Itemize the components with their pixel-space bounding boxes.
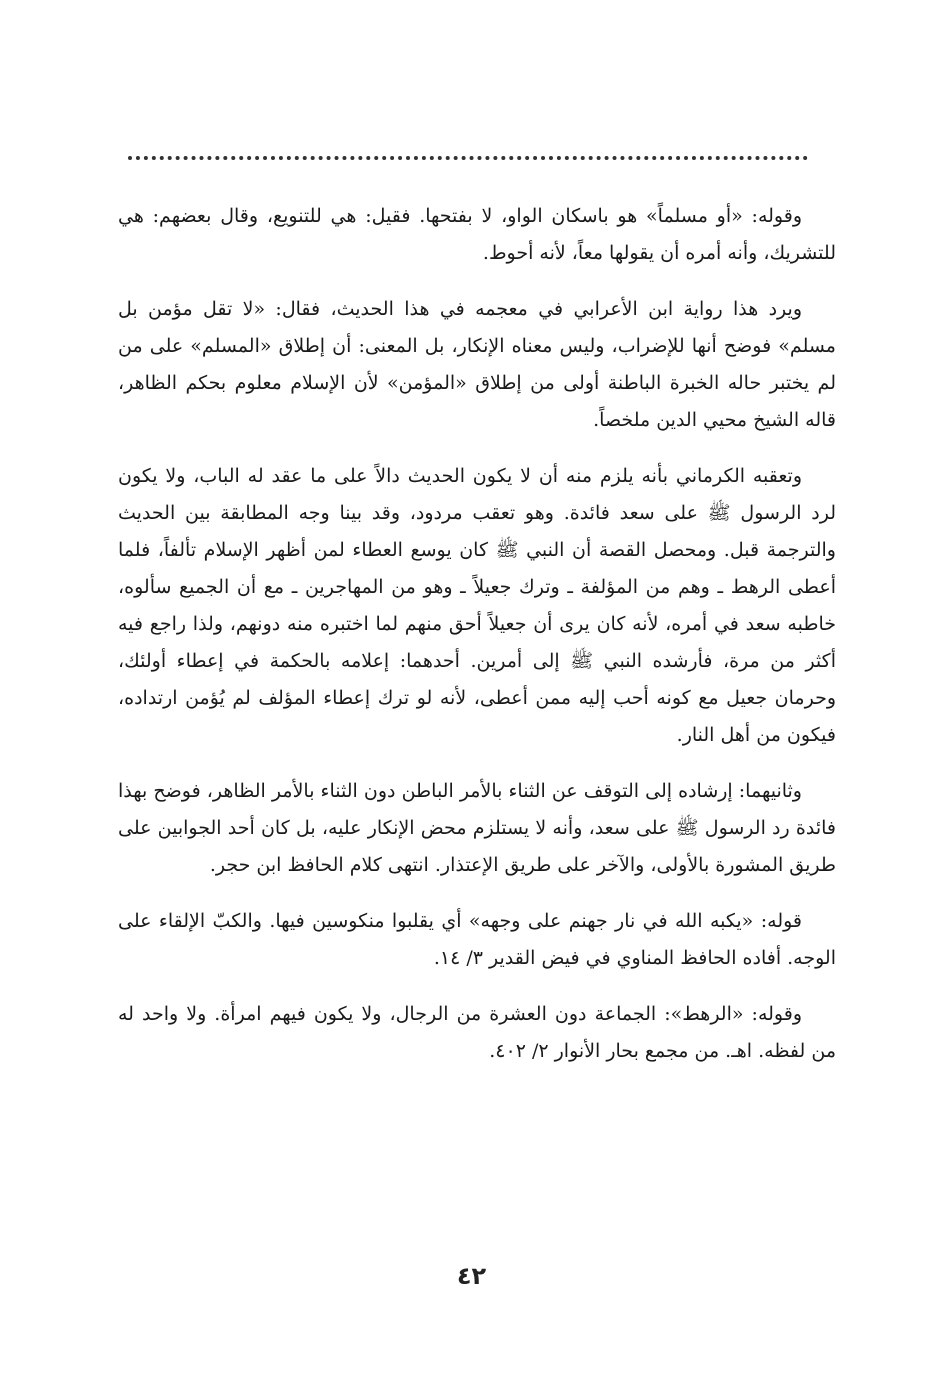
paragraph-1: وقوله: «أو مسلماً» هو باسكان الواو، لا بفتحها. فقيل: هي للتنويع، وقال بعضهم: هي للتشريك، وأنه أمره أن يقولها معاً، لأنه أحوط. bbox=[118, 205, 836, 264]
dotted-separator bbox=[128, 156, 808, 160]
paragraph-2: ويرد هذا رواية ابن الأعرابي في معجمه في هذا الحديث، فقال: «لا تقل مؤمن بل مسلم» فوضح أنها للإضراب، وليس معناه الإنكار، بل المعنى: أن إطلاق «المسلم» على من لم يختبر حاله الخبرة الباطنة أولى من إطلاق «المؤمن» لأن الإسلام معلوم بحكم الظاهر، قاله الشيخ محيي الدين ملخصاً. bbox=[118, 298, 836, 431]
paragraph-6: وقوله: «الرهط»: الجماعة دون العشرة من الرجال، ولا يكون فيهم امرأة. ولا واحد له من لفظه. اهـ. من مجمع بحار الأنوار ٢/ ٤٠٢. bbox=[118, 1003, 836, 1062]
paragraph-4: وثانيهما: إرشاده إلى التوقف عن الثناء بالأمر الباطن دون الثناء بالأمر الظاهر، فوضح بهذا فائدة رد الرسول ﷺ على سعد، وأنه لا يستلزم محض الإنكار عليه، بل كان أحد الجوابين على طريق المشورة بالأولى، والآخر على طريق الإعتذار. انتهى كلام الحافظ ابن حجر. bbox=[118, 780, 836, 876]
page-number: ٤٢ bbox=[456, 1262, 487, 1290]
body-text bbox=[118, 198, 836, 1089]
paragraph-3: وتعقبه الكرماني بأنه يلزم منه أن لا يكون الحديث دالاً على ما عقد له الباب، ولا يكون لرد الرسول ﷺ على سعد فائدة. وهو تعقب مردود، وقد بينا وجه المطابقة بين الحديث والترجمة قبل. ومحصل القصة أن النبي ﷺ كان يوسع العطاء لمن أظهر الإسلام تألفاً، فلما أعطى الرهط ـ وهم من المؤلفة ـ وترك جعيلاً ـ وهو من المهاجرين ـ مع أن الجميع سألوه، خاطبه سعد في أمره، لأنه كان يرى أن جعيلاً أحق منهم لما اختبره منه دونهم، ولذا راجع فيه أكثر من مرة، فأرشده النبي ﷺ إلى أمرين. أحدهما: إعلامه بالحكمة في إعطاء أولئك، وحرمان جعيل مع كونه أحب إليه ممن أعطى، لأنه لو ترك إعطاء المؤلف لم يُؤمن ارتداده، فيكون من أهل النار. bbox=[118, 465, 836, 746]
paragraph-5: قوله: «يكبه الله في نار جهنم على وجهه» أي يقلبوا منكوسين فيها. والكبّ الإلقاء على الوجه. أفاده الحافظ المناوي في فيض القدير ٣/ ١٤. bbox=[118, 910, 836, 969]
